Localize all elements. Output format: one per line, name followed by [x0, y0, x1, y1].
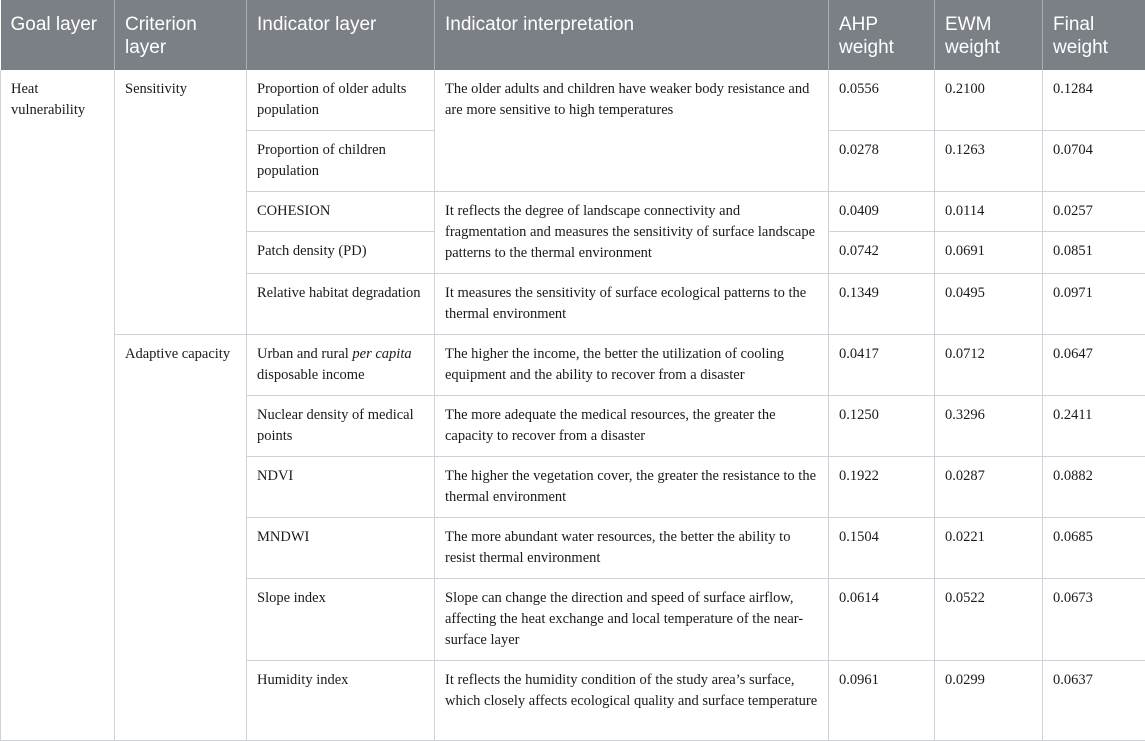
ewm-weight-cell: 0.0691: [935, 232, 1043, 274]
indicator-cell: Relative habitat degradation: [247, 274, 435, 335]
indicator-cell: Patch density (PD): [247, 232, 435, 274]
header-indicator-interpretation: Indicator interpretation: [435, 0, 829, 70]
interpretation-cell: It measures the sensitivity of surface ecological patterns to the thermal environment: [435, 274, 829, 335]
final-weight-cell: 0.0685: [1043, 518, 1145, 579]
final-weight-cell: 0.0851: [1043, 232, 1145, 274]
indicator-cell: MNDWI: [247, 518, 435, 579]
ahp-weight-cell: 0.1922: [829, 457, 935, 518]
final-weight-cell: 0.0971: [1043, 274, 1145, 335]
header-final-weight: Final weight: [1043, 0, 1145, 70]
interpretation-cell: Slope can change the direction and speed of surface airflow, affecting the heat exchange and local temperature of the near-surface layer: [435, 579, 829, 661]
interpretation-cell: The higher the vegetation cover, the greater the resistance to the thermal environment: [435, 457, 829, 518]
ewm-weight-cell: 0.0712: [935, 335, 1043, 396]
table-row: [1, 70, 1145, 131]
final-weight-cell: 0.0257: [1043, 192, 1145, 232]
final-weight-cell: 0.2411: [1043, 396, 1145, 457]
ahp-weight-cell: 0.0742: [829, 232, 935, 274]
ahp-weight-cell: 0.0278: [829, 131, 935, 192]
interpretation-cell: The older adults and children have weaker body resistance and are more sensitive to high temperatures: [435, 70, 829, 192]
indicator-cell: COHESION: [247, 192, 435, 232]
indicator-cell: Humidity index: [247, 661, 435, 741]
ahp-weight-cell: 0.1504: [829, 518, 935, 579]
ahp-weight-cell: 0.0409: [829, 192, 935, 232]
header-row: [1, 0, 1145, 70]
final-weight-cell: 0.0882: [1043, 457, 1145, 518]
ewm-weight-cell: 0.0287: [935, 457, 1043, 518]
income-label-italic: per capita: [352, 346, 411, 362]
ahp-weight-cell: 0.0556: [829, 70, 935, 131]
ahp-weight-cell: 0.0417: [829, 335, 935, 396]
ewm-weight-cell: 0.0221: [935, 518, 1043, 579]
goal-cell: Heat vulnerability: [1, 70, 115, 741]
indicator-cell: NDVI: [247, 457, 435, 518]
header-ewm-weight: EWM weight: [935, 0, 1043, 70]
ewm-weight-cell: 0.2100: [935, 70, 1043, 131]
ahp-weight-cell: 0.1250: [829, 396, 935, 457]
income-label-post: disposable income: [257, 367, 365, 383]
indicator-cell: Nuclear density of medical points: [247, 396, 435, 457]
final-weight-cell: 0.0673: [1043, 579, 1145, 661]
criterion-cell-adaptive-capacity: Adaptive capacity: [115, 335, 247, 741]
interpretation-cell: The higher the income, the better the utilization of cooling equipment and the ability to recover from a disaster: [435, 335, 829, 396]
header-criterion-layer: Criterion layer: [115, 0, 247, 70]
ahp-weight-cell: 0.1349: [829, 274, 935, 335]
table-row: [1, 335, 1145, 396]
ewm-weight-cell: 0.0299: [935, 661, 1043, 741]
indicator-cell: Proportion of children population: [247, 131, 435, 192]
indicator-cell: Slope index: [247, 579, 435, 661]
indicator-cell: [247, 335, 435, 396]
interpretation-cell: It reflects the humidity condition of the study area’s surface, which closely affects ecological quality and surface temperature: [435, 661, 829, 741]
final-weight-cell: 0.0704: [1043, 131, 1145, 192]
ewm-weight-cell: 0.0522: [935, 579, 1043, 661]
ahp-weight-cell: 0.0961: [829, 661, 935, 741]
interpretation-cell: The more abundant water resources, the better the ability to resist thermal environment: [435, 518, 829, 579]
income-label-pre: Urban and rural: [257, 346, 352, 362]
ewm-weight-cell: 0.1263: [935, 131, 1043, 192]
indicator-cell: Proportion of older adults population: [247, 70, 435, 131]
interpretation-cell: The more adequate the medical resources, the greater the capacity to recover from a disaster: [435, 396, 829, 457]
final-weight-cell: 0.0647: [1043, 335, 1145, 396]
final-weight-cell: 0.0637: [1043, 661, 1145, 741]
header-ahp-weight: AHP weight: [829, 0, 935, 70]
criterion-cell-sensitivity: Sensitivity: [115, 70, 247, 335]
ewm-weight-cell: 0.0114: [935, 192, 1043, 232]
ewm-weight-cell: 0.3296: [935, 396, 1043, 457]
ewm-weight-cell: 0.0495: [935, 274, 1043, 335]
header-goal-layer: Goal layer: [1, 0, 115, 70]
ahp-weight-cell: 0.0614: [829, 579, 935, 661]
interpretation-cell: It reflects the degree of landscape connectivity and fragmentation and measures the sensitivity of surface landscape patterns to the thermal environment: [435, 192, 829, 274]
final-weight-cell: 0.1284: [1043, 70, 1145, 131]
header-indicator-layer: Indicator layer: [247, 0, 435, 70]
